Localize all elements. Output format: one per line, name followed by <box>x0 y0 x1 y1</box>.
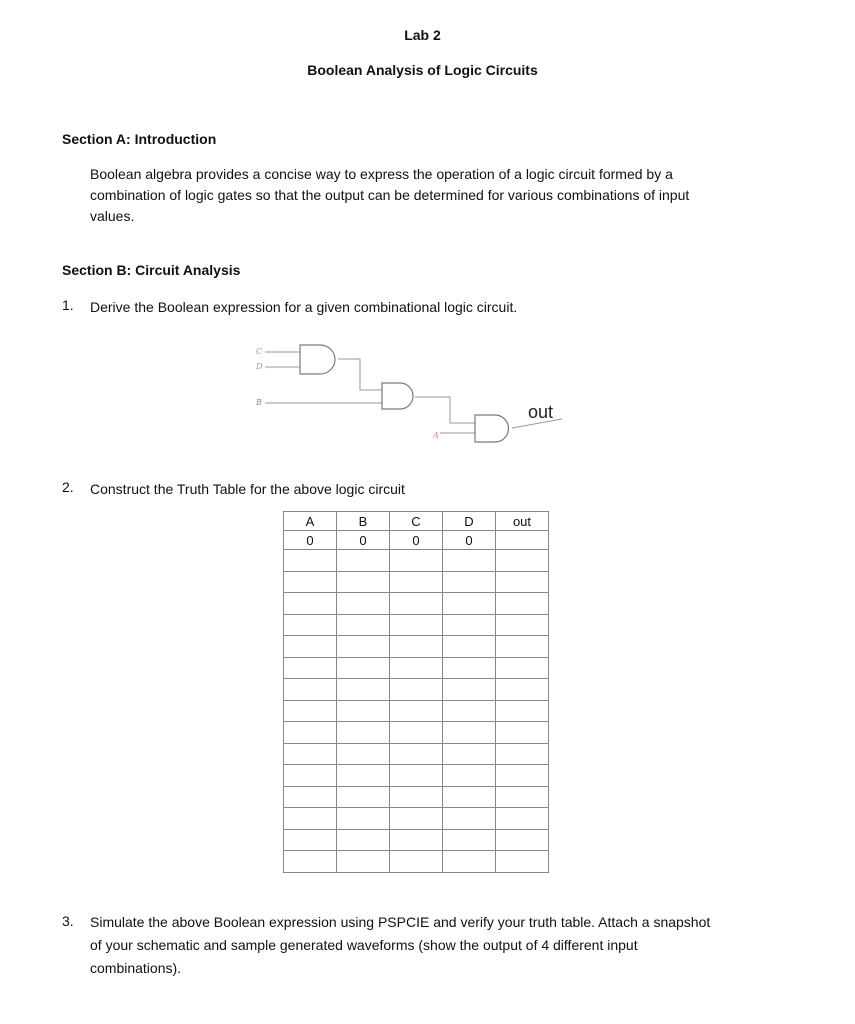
table-row <box>284 614 549 636</box>
table-cell[interactable] <box>337 722 390 744</box>
section-b-heading: Section B: Circuit Analysis <box>62 262 241 278</box>
table-cell[interactable] <box>284 679 337 701</box>
table-cell[interactable] <box>390 786 443 808</box>
section-a-body <box>90 164 780 227</box>
table-cell[interactable] <box>390 851 443 873</box>
header-d: D <box>443 512 496 531</box>
table-cell[interactable] <box>496 593 549 615</box>
table-cell[interactable] <box>496 808 549 830</box>
table-row <box>284 571 549 593</box>
logic-circuit-diagram <box>250 335 580 450</box>
table-cell[interactable] <box>337 808 390 830</box>
question-3-line-1: Simulate the above Boolean expression using PSPCIE and verify your truth table. Attach a snapshot <box>90 914 711 930</box>
table-cell[interactable] <box>390 636 443 658</box>
table-row <box>284 657 549 679</box>
table-cell[interactable] <box>390 829 443 851</box>
table-row <box>284 679 549 701</box>
table-cell[interactable] <box>337 593 390 615</box>
table-cell[interactable] <box>390 593 443 615</box>
table-cell[interactable] <box>337 851 390 873</box>
table-cell[interactable] <box>390 743 443 765</box>
header-a: A <box>284 512 337 531</box>
table-cell[interactable] <box>337 679 390 701</box>
table-cell[interactable] <box>443 571 496 593</box>
table-cell[interactable] <box>443 636 496 658</box>
table-cell[interactable] <box>443 808 496 830</box>
question-3-text <box>90 911 790 980</box>
table-cell[interactable] <box>390 808 443 830</box>
table-cell[interactable] <box>284 657 337 679</box>
question-2-number: 2. <box>62 479 74 495</box>
table-cell[interactable] <box>337 657 390 679</box>
table-cell[interactable] <box>443 679 496 701</box>
table-cell[interactable] <box>337 829 390 851</box>
table-cell[interactable] <box>337 700 390 722</box>
table-cell[interactable]: 0 <box>390 531 443 550</box>
table-cell[interactable] <box>443 614 496 636</box>
table-cell[interactable] <box>443 851 496 873</box>
table-cell[interactable] <box>284 614 337 636</box>
table-row <box>284 550 549 572</box>
lab-label: Lab 2 <box>404 27 441 43</box>
table-cell[interactable] <box>337 550 390 572</box>
table-cell[interactable] <box>284 829 337 851</box>
table-cell[interactable]: 0 <box>337 531 390 550</box>
question-3-line-2: of your schematic and sample generated waveforms (show the output of 4 different input <box>90 937 638 953</box>
table-row <box>284 808 549 830</box>
table-cell[interactable] <box>496 531 549 550</box>
table-cell[interactable] <box>443 550 496 572</box>
table-cell[interactable] <box>496 571 549 593</box>
table-cell[interactable] <box>443 743 496 765</box>
table-cell[interactable] <box>390 765 443 787</box>
table-cell[interactable] <box>390 657 443 679</box>
table-cell[interactable] <box>337 636 390 658</box>
and-gate-icon <box>300 345 509 442</box>
table-cell[interactable] <box>337 614 390 636</box>
table-cell[interactable]: 0 <box>284 531 337 550</box>
section-a-line-3: values. <box>90 208 135 224</box>
table-cell[interactable] <box>496 550 549 572</box>
table-cell[interactable] <box>284 743 337 765</box>
table-row <box>284 700 549 722</box>
table-cell[interactable] <box>496 700 549 722</box>
and-gate-3-icon <box>475 415 509 442</box>
table-cell[interactable] <box>284 722 337 744</box>
table-cell[interactable] <box>337 786 390 808</box>
section-a-line-1: Boolean algebra provides a concise way to express the operation of a logic circuit formed by a <box>90 166 673 182</box>
table-cell[interactable] <box>284 765 337 787</box>
table-cell[interactable] <box>443 657 496 679</box>
input-label-d: D <box>256 362 263 371</box>
table-cell[interactable] <box>496 722 549 744</box>
and-gate-1-icon <box>300 345 335 374</box>
table-cell[interactable] <box>496 786 549 808</box>
table-cell[interactable] <box>284 808 337 830</box>
table-cell[interactable] <box>284 571 337 593</box>
question-2-text: Construct the Truth Table for the above logic circuit <box>90 481 405 497</box>
table-cell[interactable] <box>284 550 337 572</box>
question-3-line-3: combinations). <box>90 960 182 976</box>
table-cell[interactable] <box>443 700 496 722</box>
table-cell[interactable] <box>390 571 443 593</box>
question-1-text: Derive the Boolean expression for a given combinational logic circuit. <box>90 299 518 315</box>
table-cell[interactable] <box>284 851 337 873</box>
table-cell[interactable] <box>337 765 390 787</box>
table-cell[interactable] <box>496 614 549 636</box>
table-row <box>284 786 549 808</box>
header-b: B <box>337 512 390 531</box>
table-cell[interactable] <box>496 679 549 701</box>
table-row <box>284 593 549 615</box>
table-cell[interactable] <box>284 700 337 722</box>
table-cell[interactable] <box>390 550 443 572</box>
table-cell[interactable] <box>496 829 549 851</box>
table-cell[interactable] <box>496 743 549 765</box>
output-label: out <box>528 402 554 422</box>
table-cell[interactable] <box>496 765 549 787</box>
table-cell[interactable] <box>284 593 337 615</box>
table-row <box>284 851 549 873</box>
table-cell[interactable] <box>443 722 496 744</box>
table-cell[interactable] <box>284 636 337 658</box>
table-cell[interactable] <box>337 571 390 593</box>
table-cell[interactable] <box>337 743 390 765</box>
table-row <box>284 743 549 765</box>
table-row <box>284 636 549 658</box>
table-cell[interactable] <box>390 614 443 636</box>
question-1-number: 1. <box>62 297 74 313</box>
input-label-a: A <box>433 431 439 440</box>
table-cell[interactable]: 0 <box>443 531 496 550</box>
table-row <box>284 829 549 851</box>
table-cell[interactable] <box>443 593 496 615</box>
table-cell[interactable] <box>443 786 496 808</box>
header-c: C <box>390 512 443 531</box>
table-cell[interactable] <box>284 786 337 808</box>
question-3-number: 3. <box>62 913 74 929</box>
and-gate-2-icon <box>382 383 413 409</box>
table-row <box>284 765 549 787</box>
truth-table-header-row <box>284 512 549 531</box>
table-cell[interactable] <box>443 765 496 787</box>
table-cell[interactable] <box>496 657 549 679</box>
truth-table <box>283 511 549 873</box>
table-cell[interactable] <box>443 829 496 851</box>
input-label-b: B <box>256 398 262 407</box>
header-out: out <box>496 512 549 531</box>
table-cell[interactable] <box>390 722 443 744</box>
table-row <box>284 531 549 550</box>
input-label-c: C <box>256 347 263 356</box>
section-a-heading: Section A: Introduction <box>62 131 217 147</box>
section-a-line-2: combination of logic gates so that the output can be determined for various combinations of input <box>90 187 690 203</box>
table-cell[interactable] <box>390 700 443 722</box>
table-cell[interactable] <box>496 636 549 658</box>
table-cell[interactable] <box>496 851 549 873</box>
table-cell[interactable] <box>390 679 443 701</box>
page-title: Boolean Analysis of Logic Circuits <box>307 62 538 78</box>
table-row <box>284 722 549 744</box>
